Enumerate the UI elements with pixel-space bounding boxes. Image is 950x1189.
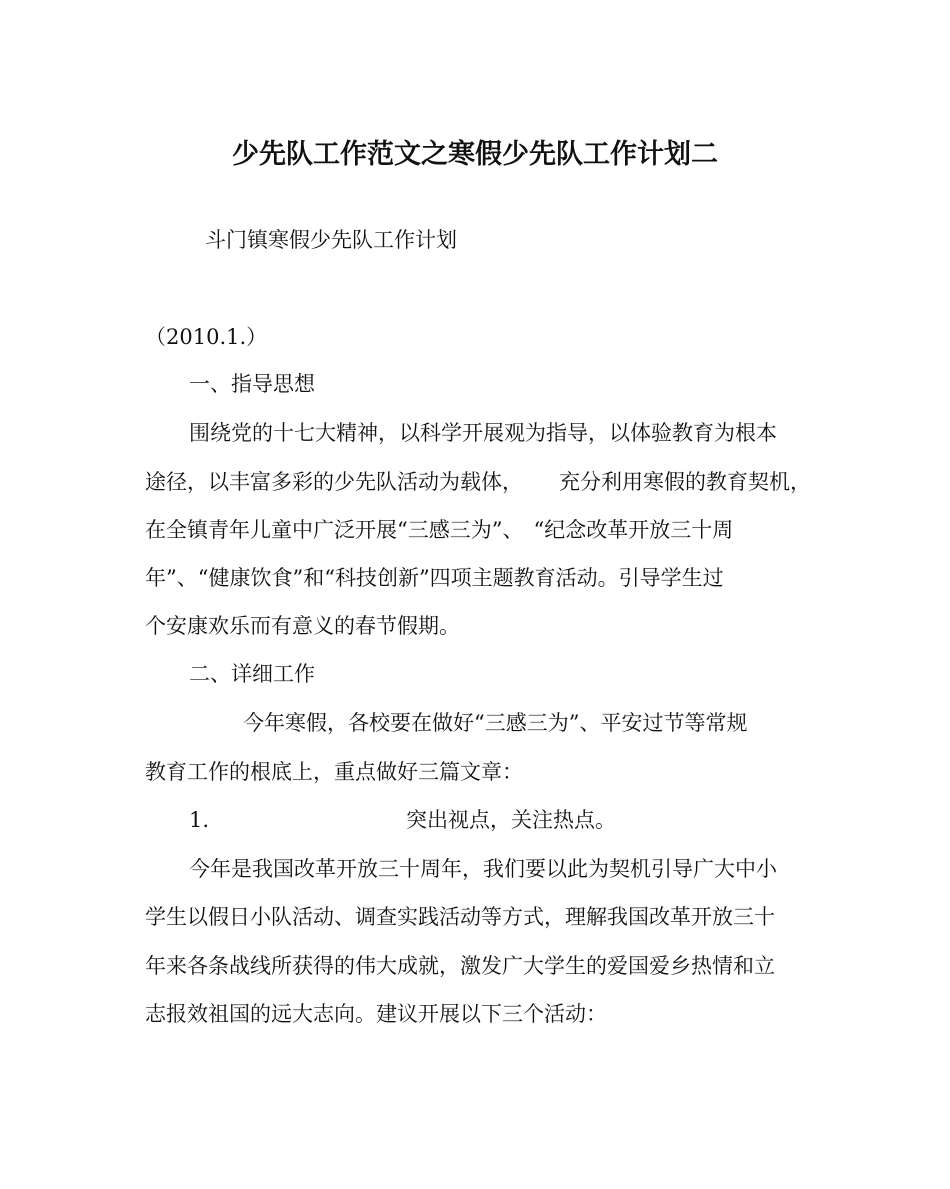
paragraph-line: 年来各条战线所获得的伟大成就，激发广大学生的爱国爱乡热情和立 bbox=[145, 954, 775, 978]
document-title: 少先队工作范文之寒假少先队工作计划二 bbox=[232, 139, 718, 170]
paragraph-line bbox=[145, 468, 811, 496]
paragraph-line: 今年寒假，各校要在做好“三感三为”、平安过节等常规 bbox=[243, 711, 748, 735]
paragraph-line: 年”、“健康饮食”和“科技创新”四项主题教育活动。引导学生过 bbox=[145, 566, 724, 590]
paragraph-line-segment: “纪念改革开放三十周 bbox=[533, 518, 734, 542]
paragraph-line-segment: 途径，以丰富多彩的少先队活动为载体， bbox=[145, 470, 523, 494]
list-item-text: 突出视点，关注热点。 bbox=[406, 808, 617, 832]
paragraph-line: 学生以假日小队活动、调查实践活动等方式，理解我国改革开放三十 bbox=[145, 905, 775, 929]
section-heading-detailed-work: 二、详细工作 bbox=[189, 662, 315, 686]
list-item-number: 1. bbox=[189, 808, 210, 832]
paragraph-line-segment: 在全镇青年儿童中广泛开展“三感三为”、 bbox=[145, 518, 524, 542]
document-subtitle: 斗门镇寒假少先队工作计划 bbox=[205, 228, 457, 252]
paragraph-line: 志报效祖国的远大志向。建议开展以下三个活动： bbox=[145, 1002, 607, 1026]
paragraph-line: 围绕党的十七大精神，以科学开展观为指导，以体验教育为根本 bbox=[189, 421, 777, 445]
paragraph-line: 个安康欢乐而有意义的春节假期。 bbox=[145, 614, 460, 638]
paragraph-line: 教育工作的根底上，重点做好三篇文章： bbox=[145, 760, 523, 784]
paragraph-line bbox=[145, 516, 733, 544]
section-heading-guiding-ideology: 一、指导思想 bbox=[189, 372, 315, 396]
list-item bbox=[189, 806, 616, 834]
paragraph-line: 今年是我国改革开放三十周年，我们要以此为契机引导广大中小 bbox=[189, 857, 777, 881]
paragraph-line-segment: 充分利用寒假的教育契机， bbox=[559, 470, 811, 494]
document-date: （2010.1.） bbox=[145, 325, 268, 349]
